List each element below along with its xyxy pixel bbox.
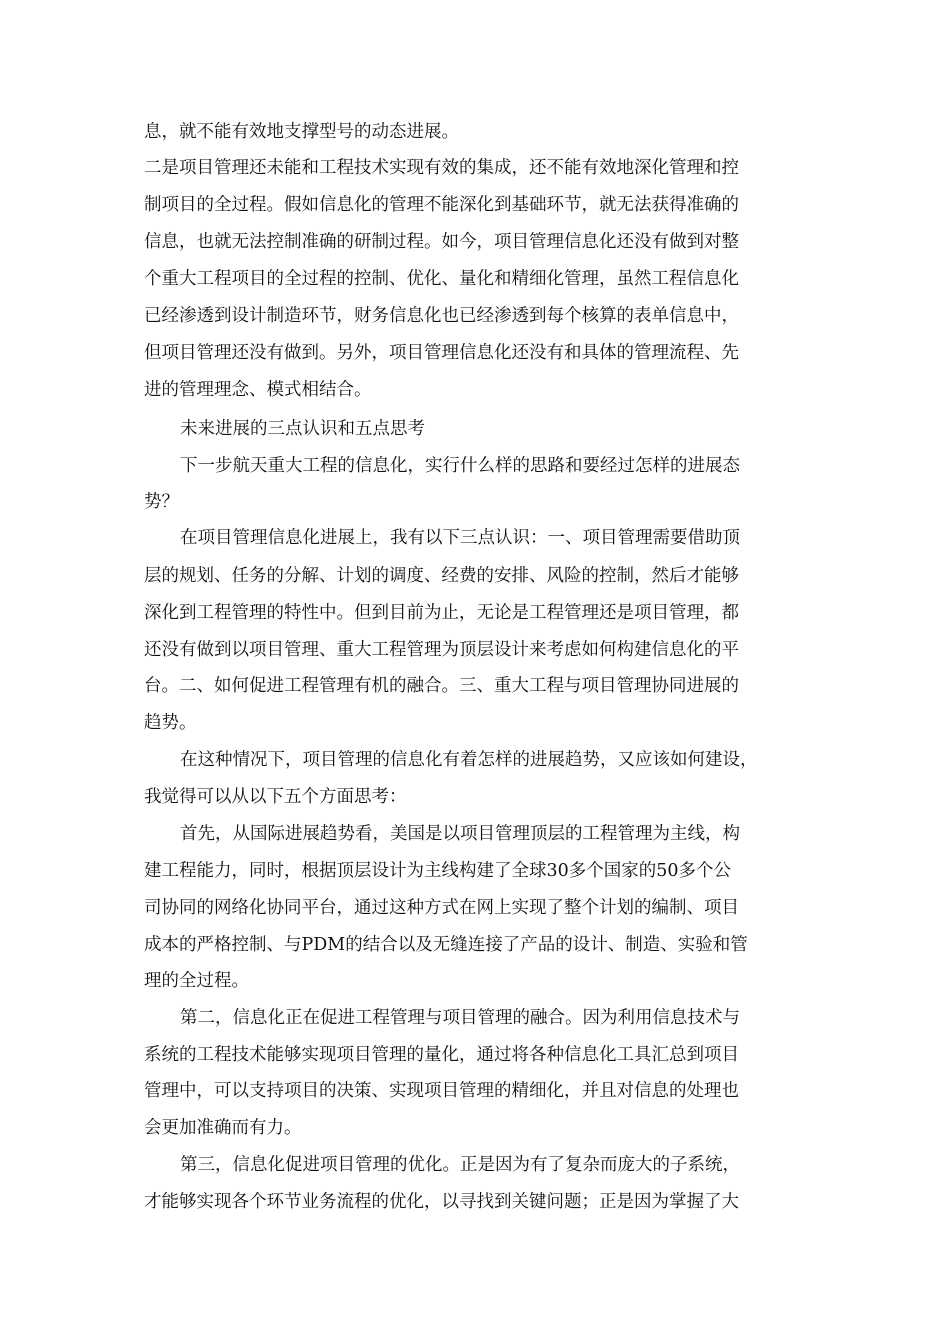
text-line: 但项目管理还没有做到。另外，项目管理信息化还没有和具体的管理流程、先 [144, 343, 739, 363]
text-line: 趋势。 [144, 713, 197, 733]
text-line: 二是项目管理还未能和工程技术实现有效的集成，还不能有效地深化管理和控 [144, 158, 739, 178]
text-line: 成本的严格控制、与PDM的结合以及无缝连接了产品的设计、制造、实验和管 [144, 935, 748, 955]
text-line: 信息，也就无法控制准确的研制过程。如今，项目管理信息化还没有做到对整 [144, 232, 739, 252]
text-line: 会更加准确而有力。 [144, 1118, 302, 1138]
text-line: 个重大工程项目的全过程的控制、优化、量化和精细化管理，虽然工程信息化 [144, 269, 739, 289]
text-line: 管理中，可以支持项目的决策、实现项目管理的精细化，并且对信息的处理也 [144, 1081, 739, 1101]
text-line: 我觉得可以从以下五个方面思考： [144, 787, 407, 807]
text-line: 在这种情况下，项目管理的信息化有着怎样的进展趋势，又应该如何建设， [180, 750, 758, 770]
text-line: 才能够实现各个环节业务流程的优化，以寻找到关键问题；正是因为掌握了大 [144, 1192, 739, 1212]
text-line: 息，就不能有效地支撑型号的动态进展。 [144, 122, 459, 142]
text-line: 司协同的网络化协同平台，通过这种方式在网上实现了整个计划的编制、项目 [144, 898, 739, 918]
text-line: 还没有做到以项目管理、重大工程管理为顶层设计来考虑如何构建信息化的平 [144, 640, 739, 660]
text-line: 进的管理理念、模式相结合。 [144, 380, 372, 400]
text-line: 已经渗透到设计制造环节，财务信息化也已经渗透到每个核算的表单信息中， [144, 306, 739, 326]
text-line: 建工程能力，同时，根据顶层设计为主线构建了全球30多个国家的50多个公 [144, 861, 732, 881]
text-line: 深化到工程管理的特性中。但到目前为止，无论是工程管理还是项目管理，都 [144, 603, 739, 623]
text-line: 层的规划、任务的分解、计划的调度、经费的安排、风险的控制，然后才能够 [144, 566, 739, 586]
text-line: 在项目管理信息化进展上，我有以下三点认识：一、项目管理需要借助顶 [180, 528, 740, 548]
text-line: 下一步航天重大工程的信息化，实行什么样的思路和要经过怎样的进展态 [180, 456, 740, 476]
text-line: 第二，信息化正在促进工程管理与项目管理的融合。因为利用信息技术与 [180, 1008, 740, 1028]
text-line: 台。二、如何促进工程管理有机的融合。三、重大工程与项目管理协同进展的 [144, 676, 739, 696]
text-line: 首先，从国际进展趋势看，美国是以项目管理顶层的工程管理为主线，构 [180, 824, 740, 844]
text-line: 系统的工程技术能够实现项目管理的量化，通过将各种信息化工具汇总到项目 [144, 1045, 739, 1065]
text-line: 第三，信息化促进项目管理的优化。正是因为有了复杂而庞大的子系统， [180, 1155, 740, 1175]
text-line: 制项目的全过程。假如信息化的管理不能深化到基础环节，就无法获得准确的 [144, 195, 739, 215]
text-line: 势？ [144, 492, 179, 512]
text-line: 理的全过程。 [144, 971, 249, 991]
section-heading: 未来进展的三点认识和五点思考 [180, 419, 425, 439]
